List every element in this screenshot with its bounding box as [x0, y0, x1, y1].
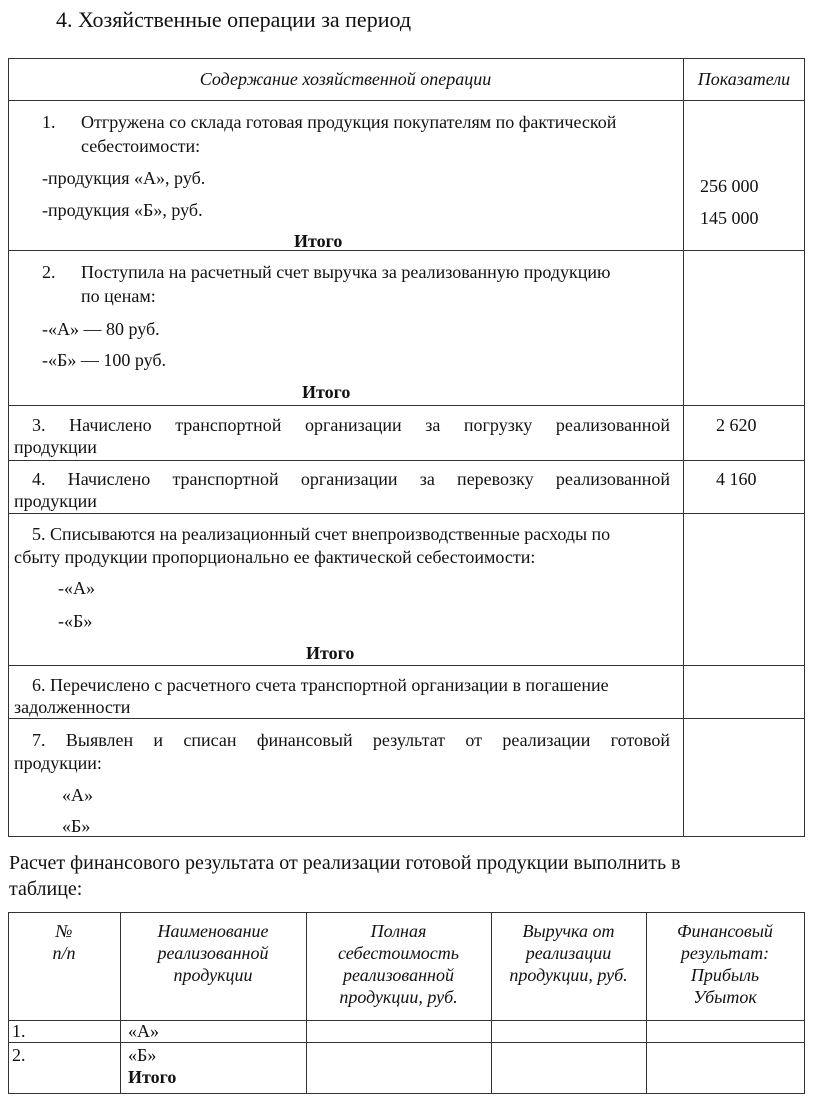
op-number: 1. [42, 112, 56, 132]
op-text: 6. Перечислено с расчетного счета транспортной организации в погашение [32, 675, 609, 695]
op-total-label: Итого [302, 382, 351, 402]
op-value: 4 160 [716, 469, 757, 489]
op-total-label: Итого [294, 231, 343, 251]
row-product: «Б» [128, 1045, 157, 1065]
op-text: по ценам: [81, 286, 156, 306]
header-financial-result: Финансовый результат: Прибыль Убыток [677, 921, 773, 1007]
op-item-a: «А» [62, 785, 93, 805]
op-text: задолженности [14, 697, 131, 717]
op-text: себестоимости: [81, 136, 201, 156]
op-item-b: -«Б» — 100 руб. [42, 350, 167, 370]
op-text: 7. Выявлен и списан финансовый результат от реализации готовой [32, 730, 670, 750]
op-text: продукции [14, 491, 97, 511]
op-text: Отгружена со склада готовая продукция покупателям по фактической [81, 112, 617, 132]
value-a: 256 000 [700, 176, 759, 196]
row-number: 1. [12, 1021, 26, 1041]
op-text: продукции [14, 437, 97, 457]
section-title: 4. Хозяйственные операции за период [56, 7, 412, 32]
header-operation-content: Содержание хозяйственной операции [199, 69, 492, 89]
op-item-b: -«Б» [58, 611, 93, 631]
op-text: сбыту продукции пропорционально ее фактической себестоимости: [14, 547, 536, 567]
subtitle: Расчет финансового результата от реализации готовой продукции выполнить в [9, 852, 681, 874]
row-number: 2. [12, 1045, 26, 1065]
subtitle: таблице: [9, 878, 83, 900]
row-total-label: Итого [128, 1067, 177, 1087]
op-item-a: -«А» — 80 руб. [42, 319, 160, 339]
header-number: № п/п [52, 921, 76, 963]
op-total-label: Итого [306, 643, 355, 663]
op-number: 2. [42, 262, 56, 282]
op-item-b: -продукция «Б», руб. [42, 200, 203, 220]
op-text: 4. Начислено транспортной организации за перевозку реализованной [32, 469, 670, 489]
op-value: 2 620 [716, 415, 757, 435]
op-text: 3. Начислено транспортной организации за погрузку реализованной [32, 415, 670, 435]
op-item-b: «Б» [62, 816, 91, 836]
header-revenue: Выручка от реализации продукции, руб. [509, 921, 628, 985]
header-product-name: Наименование реализованной продукции [157, 921, 269, 985]
header-indicators: Показатели [697, 69, 791, 89]
op-text: Поступила на расчетный счет выручка за реализованную продукцию [81, 262, 611, 282]
op-item-a: -продукция «А», руб. [42, 168, 206, 188]
row-product: «А» [128, 1021, 159, 1041]
op-text: 5. Списываются на реализационный счет внепроизводственные расходы по [32, 524, 611, 544]
header-full-cost: Полная себестоимость реализованной продукции, руб. [338, 921, 459, 1007]
op-text: продукции: [14, 753, 102, 773]
op-item-a: -«А» [58, 578, 95, 598]
value-b: 145 000 [700, 208, 759, 228]
